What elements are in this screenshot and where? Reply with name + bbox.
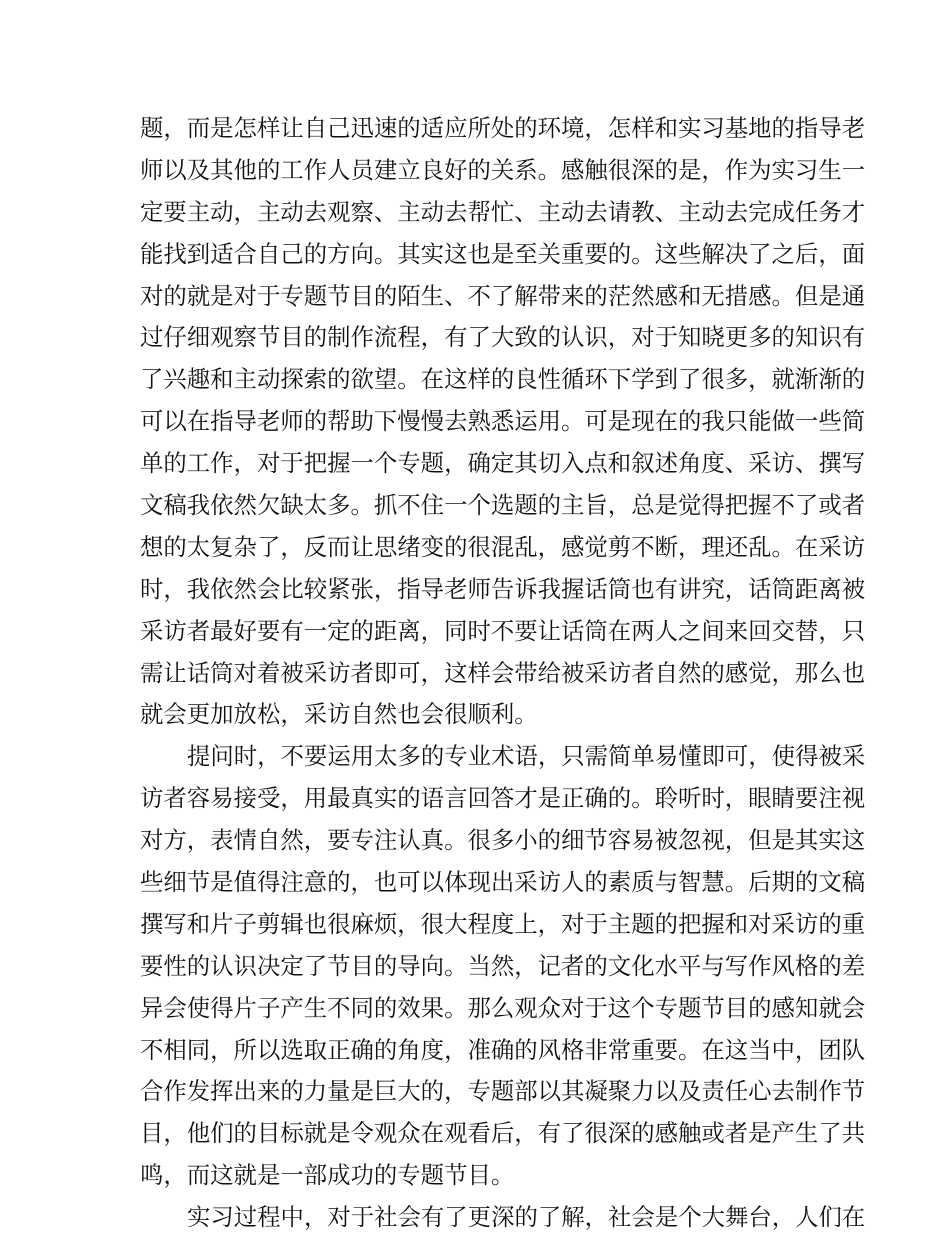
paragraph-line: 可以在指导老师的帮助下慢慢去熟悉运用。可是现在的我只能做一些简 [140, 407, 866, 436]
paragraph-2 [140, 736, 866, 1197]
paragraph-line: 访者容易接受，用最真实的语言回答才是正确的。聆听时，眼睛要注视 [140, 784, 866, 813]
paragraph-line: 合作发挥出来的力量是巨大的，专题部以其凝聚力以及责任心去制作节 [140, 1077, 866, 1106]
paragraph-line: 异会使得片子产生不同的效果。那么观众对于这个专题节目的感知就会 [140, 993, 866, 1022]
paragraph-line: 目，他们的目标就是令观众在观看后，有了很深的感触或者是产生了共 [140, 1119, 866, 1148]
paragraph-line: 想的太复杂了，反而让思绪变的很混乱，感觉剪不断，理还乱。在采访 [140, 532, 866, 561]
paragraph-line: 对方，表情自然，要专注认真。很多小的细节容易被忽视，但是其实这 [140, 826, 866, 855]
paragraph-line: 需让话筒对着被采访者即可，这样会带给被采访者自然的感觉，那么也 [140, 658, 866, 687]
paragraph-line: 鸣，而这就是一部成功的专题节目。 [140, 1161, 515, 1190]
paragraph-line: 不相同，所以选取正确的角度，准确的风格非常重要。在这当中，团队 [140, 1035, 866, 1064]
paragraph-line: 师以及其他的工作人员建立良好的关系。感触很深的是，作为实习生一 [140, 155, 866, 184]
paragraph-line: 了兴趣和主动探索的欲望。在这样的良性循环下学到了很多，就渐渐的 [140, 365, 866, 394]
paragraph-line: 对的就是对于专题节目的陌生、不了解带来的茫然感和无措感。但是通 [140, 281, 866, 310]
paragraph-line: 提问时，不要运用太多的专业术语，只需简单易懂即可，使得被采 [187, 742, 866, 771]
paragraph-line: 定要主动，主动去观察、主动去帮忙、主动去请教、主动去完成任务才 [140, 197, 866, 226]
paragraph-line: 时，我依然会比较紧张，指导老师告诉我握话筒也有讲究，话筒距离被 [140, 574, 866, 603]
paragraph-line: 能找到适合自己的方向。其实这也是至关重要的。这些解决了之后，面 [140, 239, 866, 268]
paragraph-line: 就会更加放松，采访自然也会很顺利。 [140, 700, 538, 729]
document-body [140, 108, 866, 1239]
paragraph-line: 过仔细观察节目的制作流程，有了大致的认识，对于知晓更多的知识有 [140, 323, 866, 352]
paragraph-1 [140, 108, 866, 736]
paragraph-line: 文稿我依然欠缺太多。抓不住一个选题的主旨，总是觉得把握不了或者 [140, 491, 866, 520]
paragraph-line: 些细节是值得注意的，也可以体现出采访人的素质与智慧。后期的文稿 [140, 868, 866, 897]
paragraph-line: 采访者最好要有一定的距离，同时不要让话筒在两人之间来回交替，只 [140, 616, 866, 645]
paragraph-3 [140, 1197, 866, 1239]
paragraph-line: 实习过程中，对于社会有了更深的了解，社会是个大舞台，人们在 [187, 1203, 866, 1232]
paragraph-line: 要性的认识决定了节目的导向。当然，记者的文化水平与写作风格的差 [140, 951, 866, 980]
paragraph-line: 撰写和片子剪辑也很麻烦，很大程度上，对于主题的把握和对采访的重 [140, 909, 866, 938]
paragraph-line: 单的工作，对于把握一个专题，确定其切入点和叙述角度、采访、撰写 [140, 449, 866, 478]
paragraph-line: 题，而是怎样让自己迅速的适应所处的环境，怎样和实习基地的指导老 [140, 114, 866, 142]
